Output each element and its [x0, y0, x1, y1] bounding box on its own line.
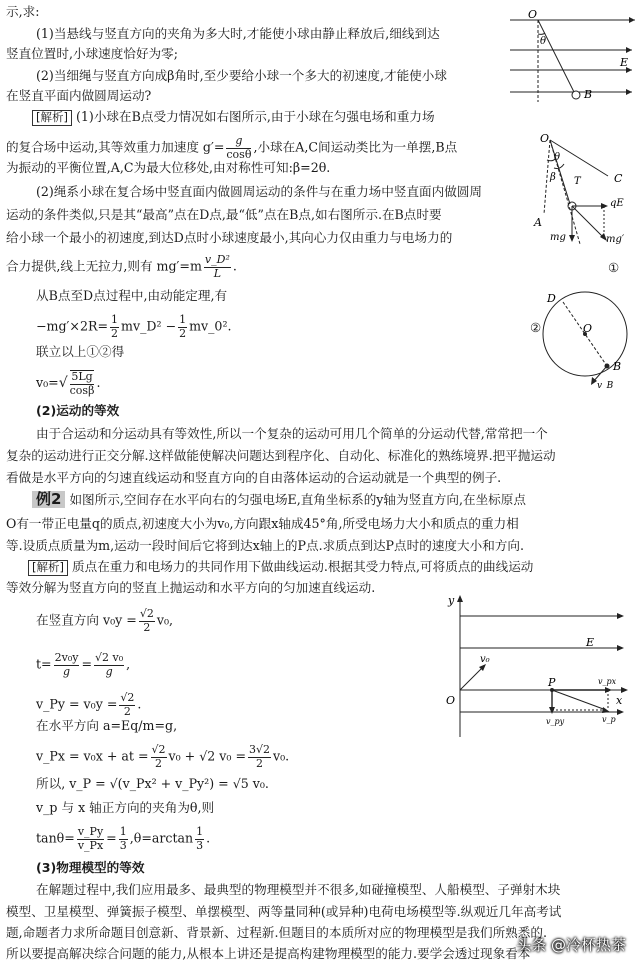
- equation-number: ①: [608, 260, 620, 275]
- ball: [572, 91, 580, 99]
- figure-forces: [530, 134, 635, 246]
- label-qE: qE: [610, 198, 624, 209]
- label-P: P: [548, 676, 556, 689]
- equation-line: 所以, v_P = √(v_Px² + v_Py²) = √5 v₀.: [36, 776, 269, 791]
- analysis-tag: [解析]: [32, 110, 72, 126]
- text-line: 复杂的运动进行正交分解.这样做能使解决问题达到程序化、自动化、标准化的熟练境界.把平抛运动: [6, 448, 556, 463]
- label-E: E: [620, 56, 629, 69]
- text-line: 如图所示,空间存在水平向右的匀强电场E,直角坐标系的y轴为竖直方向,在坐标原点: [69, 492, 526, 507]
- label-B: B: [584, 88, 593, 101]
- text-line: (1)当悬线与竖直方向的夹角为多大时,才能使小球由静止释放后,细线到达: [36, 26, 440, 41]
- text-line: 竖直位置时,小球速度恰好为零;: [6, 46, 178, 61]
- section-heading: (2)运动的等效: [36, 403, 120, 418]
- text-seg: −mg′×2R=: [36, 318, 109, 334]
- text-line: 题,命题者力求所命题目创意新、背景新、过程新.但题目的本质所对应的物理模型是我们所熟悉的.: [6, 925, 547, 940]
- text-line: 质点在重力和电场力的共同作用下做曲线运动.根据其受力特点,可将质点的曲线运动: [72, 559, 534, 574]
- label-vp: v_p: [602, 715, 616, 724]
- figure-circle: [535, 290, 635, 390]
- v0-arrow: [460, 666, 484, 690]
- text-seg: mv_D² −: [121, 318, 177, 334]
- label-O: O: [540, 134, 550, 145]
- example-line: [32, 491, 526, 508]
- equation-line: v_Py = v₀y = $\frac{√2}{2}$ .: [36, 691, 142, 718]
- text-seg: 的复合场中运动,其等效重力加速度 g′=: [6, 139, 225, 155]
- text-seg: mv_0².: [189, 318, 232, 334]
- text-line: O有一带正电量q的质点,初速度大小为v₀,方向跟x轴成45°角,所受电场力大小和质点的重力相: [6, 516, 519, 531]
- equation-line: t= $\frac{\text{2v₀y}}{g}$ = $\frac{\text{√2 v₀}}{g}$ ,: [36, 651, 131, 678]
- text-line: [6, 254, 237, 280]
- text-line: 示,求:: [6, 4, 40, 19]
- fraction: $\frac{1}{2}$: [111, 313, 119, 340]
- text-line: 联立以上①②得: [36, 344, 125, 359]
- label-E: E: [586, 636, 595, 649]
- label-theta: θ: [540, 36, 547, 47]
- label-theta: θ: [554, 152, 561, 163]
- text-line: [6, 135, 457, 161]
- analysis-line: [28, 560, 533, 576]
- fraction: $\frac{1}{2}$: [179, 313, 187, 340]
- label-vpx: v_px: [598, 677, 617, 686]
- analysis-tag: [解析]: [28, 560, 68, 576]
- text-line: 在解题过程中,我们应用最多、最典型的物理模型并不很多,如碰撞模型、人船模型、子弹射木块: [36, 882, 561, 897]
- fraction: $\frac{\text{v\_D²}}{L}$: [204, 253, 230, 280]
- label-mg: mg: [550, 232, 566, 243]
- equation-line: [36, 314, 232, 340]
- text-seg: 合力提供,线上无拉力,则有 mg′=m: [6, 258, 202, 274]
- label-O: O: [528, 8, 538, 21]
- fraction: $\frac{5Lg}{\cos\beta}$: [69, 370, 95, 397]
- text-line: (2)当细绳与竖直方向成β角时,至少要给小球一个多大的初速度,才能使小球: [36, 68, 447, 83]
- label-mg-prime: mg′: [606, 234, 625, 245]
- figure-coordinates: [440, 592, 630, 742]
- label-T: T: [574, 176, 581, 187]
- text-seg: .: [232, 258, 237, 274]
- text-line: 在竖直平面内做圆周运动?: [6, 88, 152, 103]
- equation-line: tanθ= $\frac{v\_Py}{v\_Px}$ = $\frac{1}{3}$ ,θ=arctan $\frac{1}{3}$ .: [36, 825, 211, 852]
- text-line: 所以要提高解决综合问题的能力,从根本上讲还是提高构建物理模型的能力.要学会透过现象看本: [6, 946, 531, 961]
- text-seg: v₀=: [36, 375, 59, 391]
- text-line: 等效分解为竖直方向的竖直上抛运动和水平方向的匀加速直线运动.: [6, 580, 376, 595]
- equation-line: v_Px = v₀x + at = $\frac{√2}{2}$ v₀ + √2 v₀ = $\frac{3√2}{2}$ v₀.: [36, 743, 290, 770]
- text-line: 运动的条件类似,只是其“最高”点在D点,最“低”点在B点,如右图所示.在B点时要: [6, 207, 442, 222]
- label-vB: v_B: [597, 381, 614, 390]
- text-line: 给小球一个最小的初速度,到达D点时小球速度最小,其向心力仅由重力与电场力的: [6, 230, 453, 245]
- label-beta: β: [550, 172, 556, 183]
- text-line: 从B点至D点过程中,由动能定理,有: [36, 288, 228, 303]
- label-C: C: [614, 172, 623, 185]
- equation-number: ②: [530, 320, 542, 335]
- vp-arrow: [552, 690, 606, 710]
- text-seg: .: [96, 375, 101, 391]
- figure-pendulum: [510, 6, 635, 106]
- text-line: (2)绳系小球在复合场中竖直面内做圆周运动的条件与在重力场中竖直面内做圆周: [36, 184, 483, 199]
- label-v0: v₀: [480, 654, 490, 665]
- string: [538, 20, 574, 92]
- section-heading: (3)物理模型的等效: [36, 860, 145, 875]
- equation-line: 在竖直方向 v₀y = $\frac{√2}{2}$ v₀,: [36, 607, 173, 634]
- label-x: x: [616, 694, 623, 707]
- text-line: 看做是水平方向的匀速直线运动和竖直方向的自由落体运动的合运动就是一个典型的例子.: [6, 470, 502, 485]
- analysis-line: [32, 110, 435, 126]
- text-line: (1)小球在B点受力情况如右图所示,由于小球在匀强电场和重力场: [76, 109, 435, 124]
- equation-line: 在水平方向 a=Eq/m=g,: [36, 718, 178, 733]
- label-B: B: [613, 360, 622, 373]
- label-vpy: v_py: [546, 717, 565, 726]
- label-O: O: [583, 322, 593, 335]
- text-line: v_p 与 x 轴正方向的夹角为θ,则: [36, 800, 215, 815]
- text-line: 等.设质点质量为m,运动一段时间后它将到达x轴上的P点.求质点到达P点时的速度大小和方向.: [6, 538, 524, 553]
- label-O: O: [446, 694, 456, 707]
- label-D: D: [547, 292, 556, 305]
- example-label: 例2: [32, 491, 65, 508]
- equation-line: v₀=√ $\frac{5Lg}{\cos\beta}$ .: [36, 370, 101, 397]
- text-line: 模型、卫星模型、弹簧振子模型、单摆模型、两等量同种(或异种)电荷电场模型等.纵观近几年高考试: [6, 904, 562, 919]
- text-seg: ,小球在A,C间运动类比为一单摆,B点: [253, 139, 458, 155]
- text-line: 由于合运动和分运动具有等效性,所以一个复杂的运动可用几个简单的分运动代替,常常把一个: [36, 426, 548, 441]
- fraction: $\frac{g}{\cos\theta}$: [226, 134, 252, 161]
- watermark: 头条 @冷杯热茶: [516, 936, 626, 954]
- label-A: A: [534, 216, 542, 229]
- label-y: y: [448, 594, 455, 607]
- text-line: 为振动的平衡位置,A,C为最大位移处,由对称性可知:β=2θ.: [6, 160, 331, 175]
